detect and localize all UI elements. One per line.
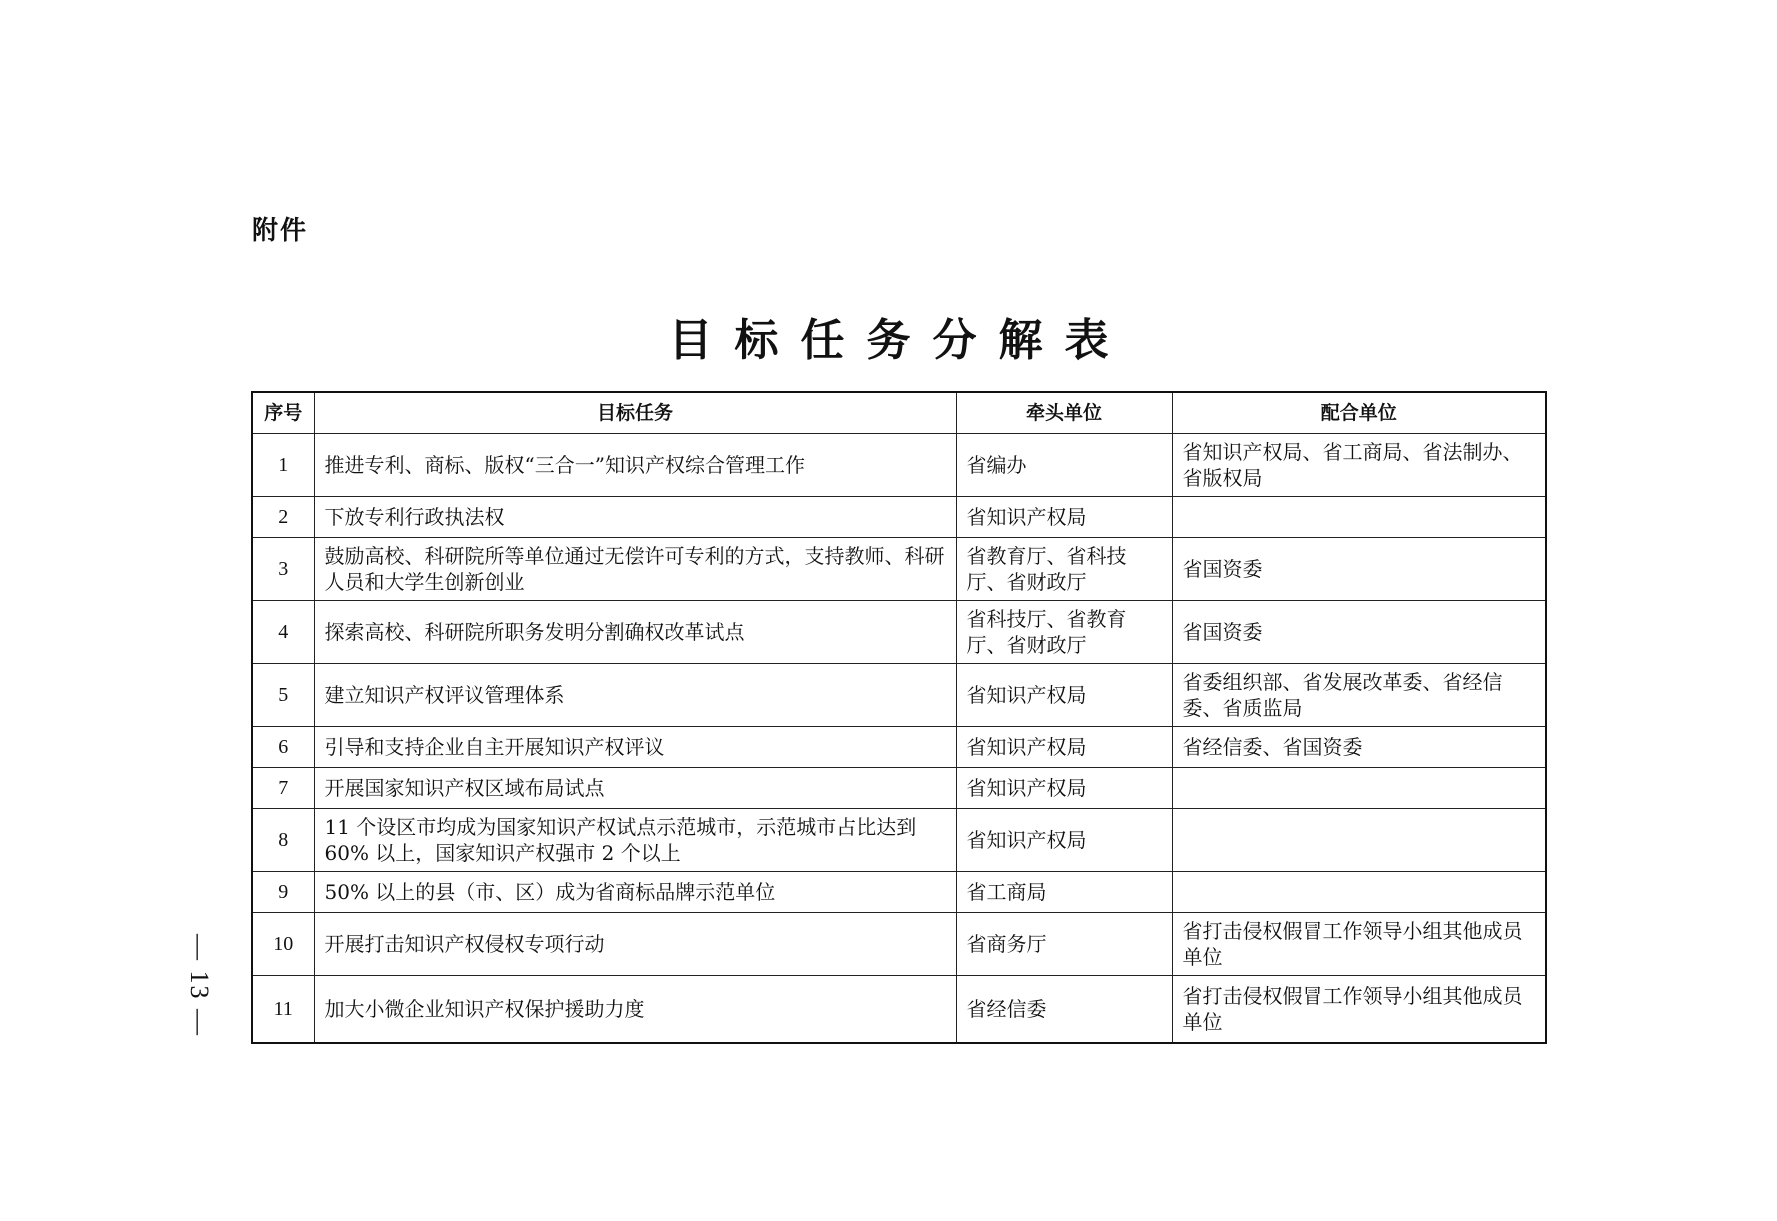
row-task: 引导和支持企业自主开展知识产权评议 [314, 727, 956, 768]
table-row [252, 976, 1546, 1044]
table-row [252, 809, 1546, 872]
row-lead: 省知识产权局 [956, 664, 1172, 727]
row-support: 省打击侵权假冒工作领导小组其他成员单位 [1172, 913, 1546, 976]
row-support: 省经信委、省国资委 [1172, 727, 1546, 768]
task-breakdown-table [251, 391, 1547, 1044]
row-support [1172, 768, 1546, 809]
table-row [252, 601, 1546, 664]
row-no: 6 [252, 727, 314, 768]
row-no: 9 [252, 872, 314, 913]
row-lead: 省知识产权局 [956, 727, 1172, 768]
row-no: 3 [252, 538, 314, 601]
row-support [1172, 809, 1546, 872]
row-no: 11 [252, 976, 314, 1044]
header-support: 配合单位 [1172, 392, 1546, 434]
row-support [1172, 872, 1546, 913]
row-lead: 省教育厅、省科技厅、省财政厅 [956, 538, 1172, 601]
row-no: 8 [252, 809, 314, 872]
annex-label: 附件 [252, 216, 309, 246]
row-no: 5 [252, 664, 314, 727]
row-lead: 省商务厅 [956, 913, 1172, 976]
row-lead: 省编办 [956, 434, 1172, 497]
table-row [252, 664, 1546, 727]
row-task: 鼓励高校、科研院所等单位通过无偿许可专利的方式，支持教师、科研人员和大学生创新创业 [314, 538, 956, 601]
header-lead: 牵头单位 [956, 392, 1172, 434]
table-row [252, 434, 1546, 497]
row-no: 7 [252, 768, 314, 809]
table-row [252, 768, 1546, 809]
table-row [252, 913, 1546, 976]
table-row [252, 538, 1546, 601]
row-lead: 省知识产权局 [956, 768, 1172, 809]
row-task: 推进专利、商标、版权“三合一”知识产权综合管理工作 [314, 434, 956, 497]
header-task: 目标任务 [314, 392, 956, 434]
row-support: 省国资委 [1172, 538, 1546, 601]
row-task: 50% 以上的县（市、区）成为省商标品牌示范单位 [314, 872, 956, 913]
table-row [252, 497, 1546, 538]
header-no: 序号 [252, 392, 314, 434]
row-task: 开展国家知识产权区域布局试点 [314, 768, 956, 809]
row-lead: 省知识产权局 [956, 497, 1172, 538]
row-task: 加大小微企业知识产权保护援助力度 [314, 976, 956, 1044]
row-no: 4 [252, 601, 314, 664]
row-support: 省委组织部、省发展改革委、省经信委、省质监局 [1172, 664, 1546, 727]
table-row [252, 727, 1546, 768]
row-task: 建立知识产权评议管理体系 [314, 664, 956, 727]
row-lead: 省知识产权局 [956, 809, 1172, 872]
row-task: 开展打击知识产权侵权专项行动 [314, 913, 956, 976]
row-task: 下放专利行政执法权 [314, 497, 956, 538]
page-number: — 13 — [185, 933, 214, 1037]
row-support [1172, 497, 1546, 538]
row-no: 1 [252, 434, 314, 497]
row-lead: 省经信委 [956, 976, 1172, 1044]
row-support: 省知识产权局、省工商局、省法制办、省版权局 [1172, 434, 1546, 497]
row-support: 省打击侵权假冒工作领导小组其他成员单位 [1172, 976, 1546, 1044]
row-lead: 省科技厅、省教育厅、省财政厅 [956, 601, 1172, 664]
table-row [252, 872, 1546, 913]
row-task: 11 个设区市均成为国家知识产权试点示范城市，示范城市占比达到 60% 以上，国家知识产权强市 2 个以上 [314, 809, 956, 872]
row-support: 省国资委 [1172, 601, 1546, 664]
row-no: 2 [252, 497, 314, 538]
table-header-row [252, 392, 1546, 434]
row-task: 探索高校、科研院所职务发明分割确权改革试点 [314, 601, 956, 664]
row-lead: 省工商局 [956, 872, 1172, 913]
row-no: 10 [252, 913, 314, 976]
document-title: 目标任务分解表 [668, 315, 1131, 366]
